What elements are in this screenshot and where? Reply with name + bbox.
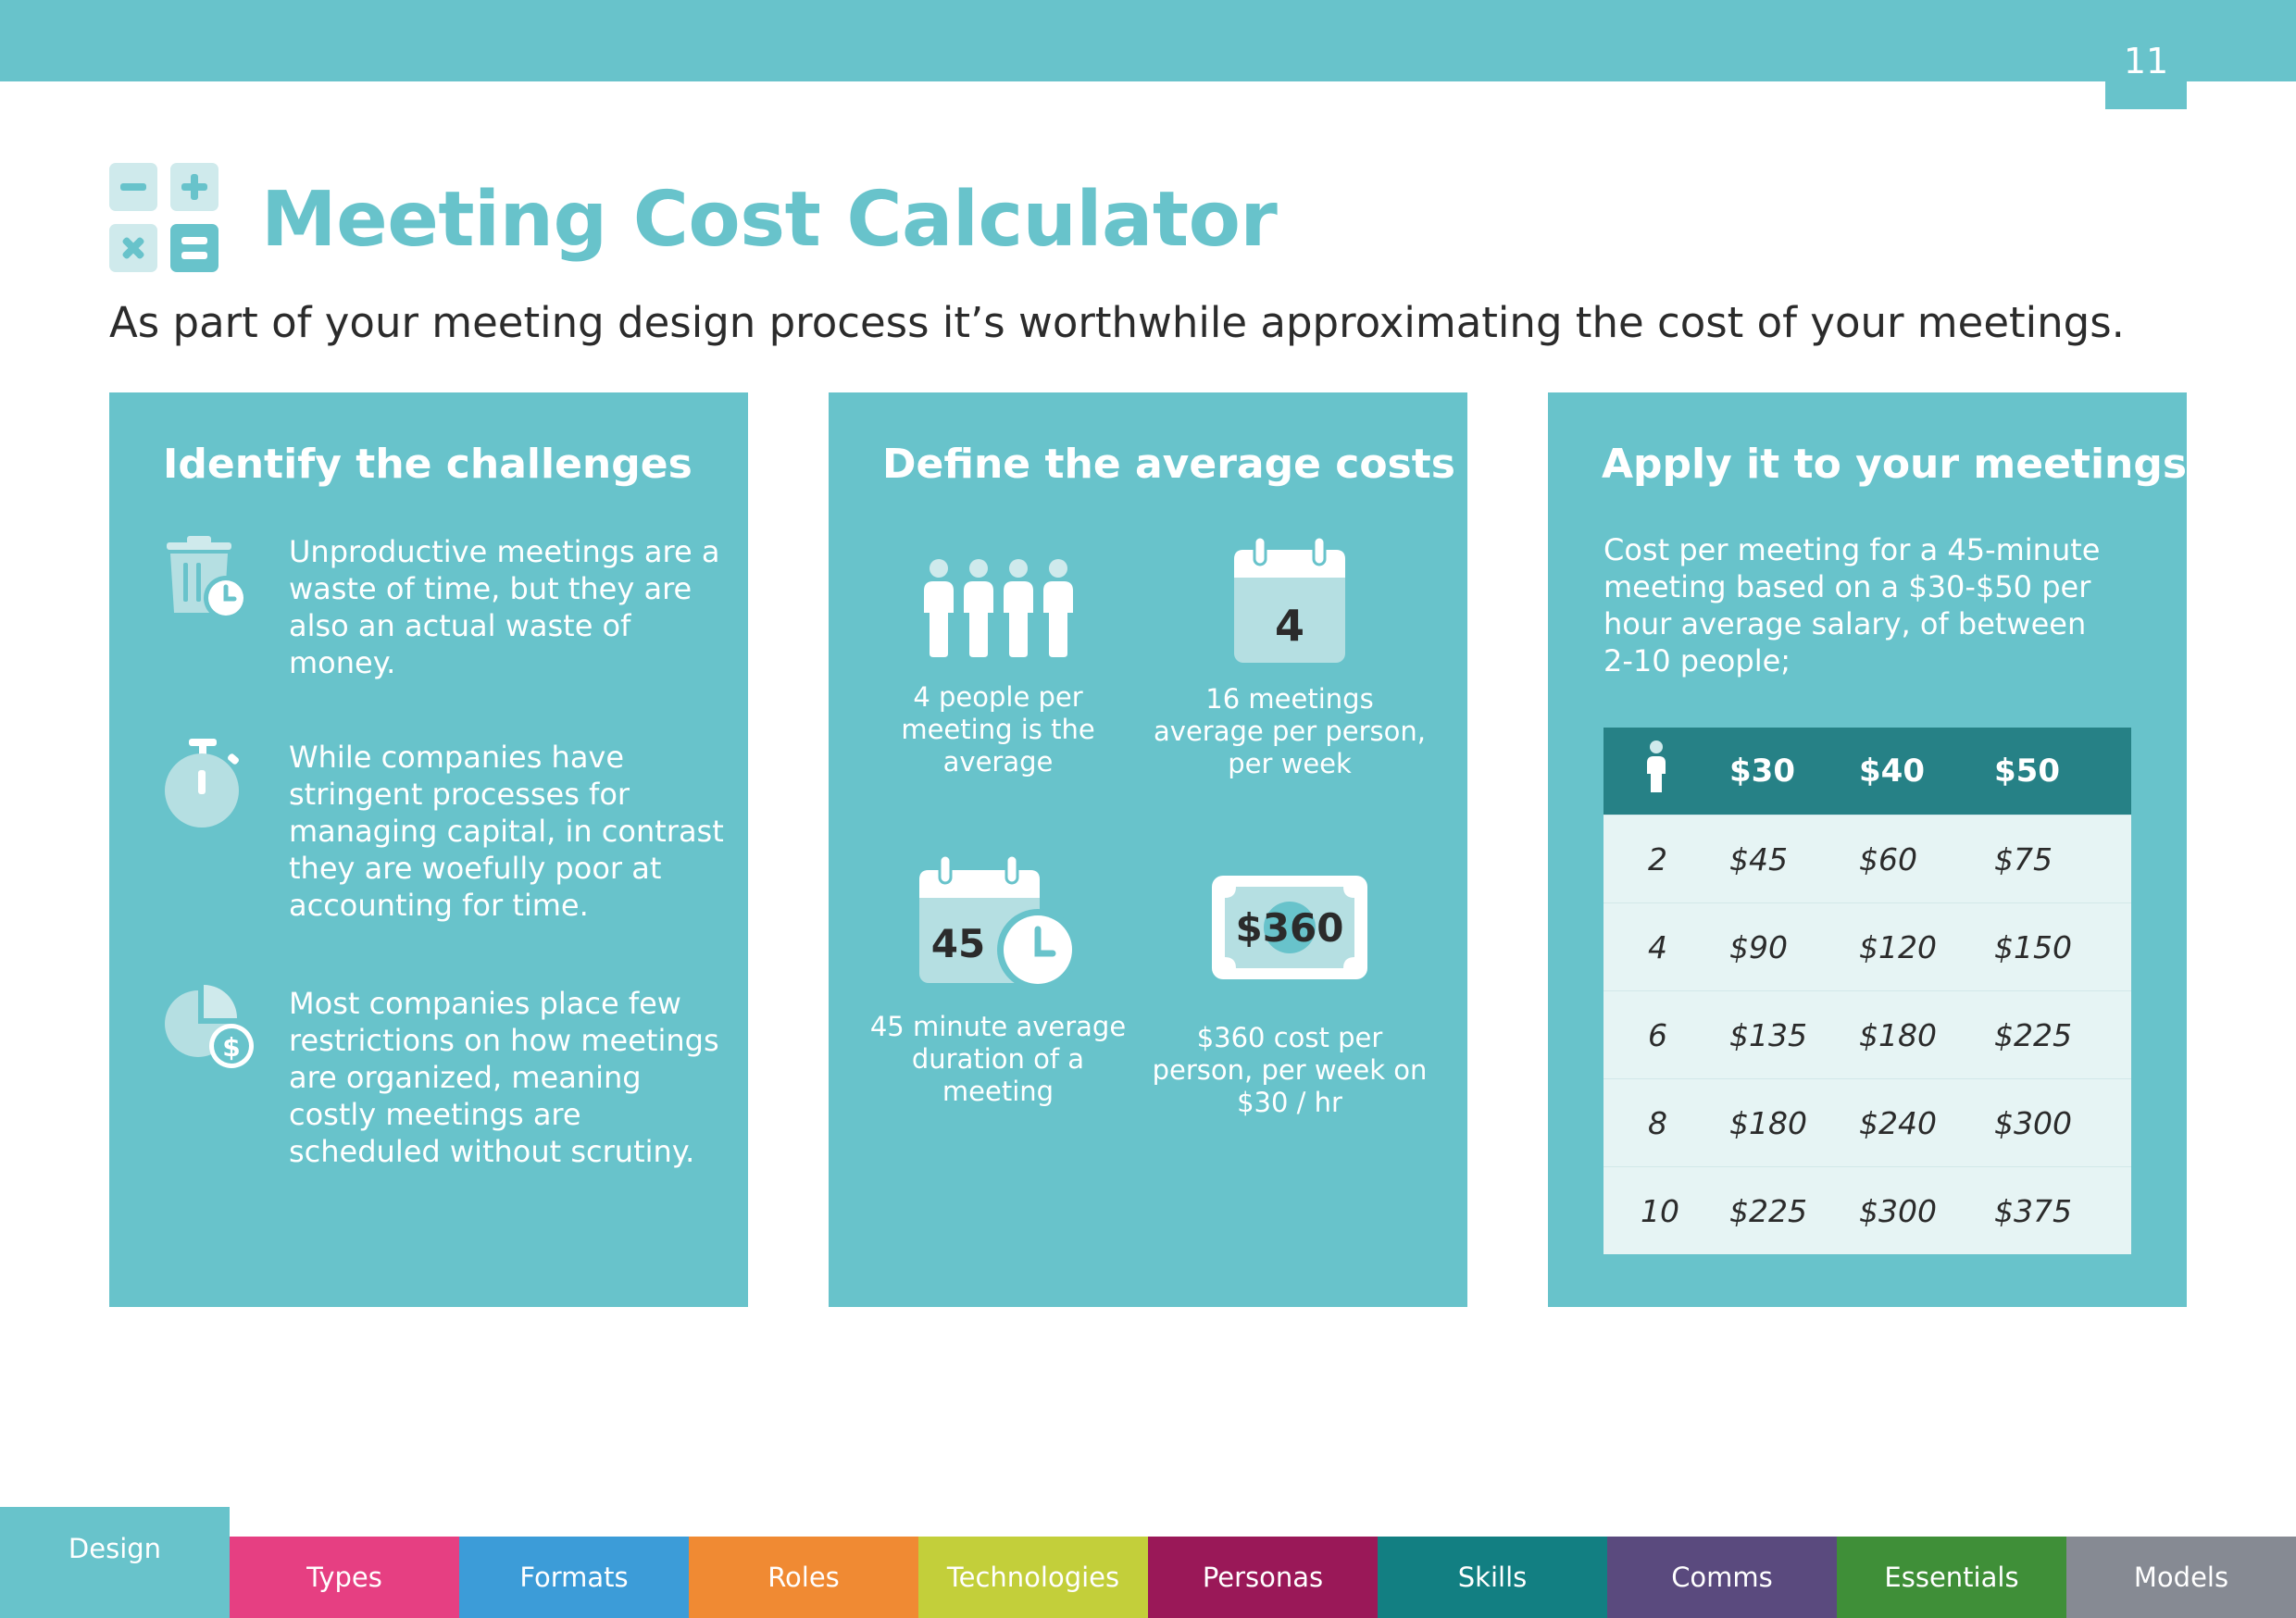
cost-cell: $75 (1994, 840, 2053, 877)
cost-cell: $300 (1994, 1104, 2072, 1141)
people-count: 10 (1641, 1192, 1679, 1229)
cost-cell: $120 (1859, 928, 1937, 965)
apply-panel (1548, 392, 2187, 1307)
stat-cost (1151, 876, 1429, 1119)
stat-caption: 45 minute average duration of a meeting (869, 1011, 1127, 1107)
nav-tab-models[interactable]: Models (2066, 1537, 2296, 1618)
table-row (1603, 815, 2131, 902)
people-count: 6 (1648, 1016, 1667, 1053)
cost-cell: $150 (1994, 928, 2072, 965)
person-icon (1646, 741, 1666, 794)
calendar-value: 45 (930, 921, 986, 966)
nav-tab-formats[interactable]: Formats (459, 1537, 689, 1618)
stat-people (859, 559, 1137, 778)
banknote-value: $360 (1235, 905, 1344, 951)
nav-tab-essentials[interactable]: Essentials (1837, 1537, 2066, 1618)
challenge-text: Most companies place few restrictions on how meetings are organized, meaning costly meetings are scheduled without scrutiny. (289, 986, 719, 1169)
header-40: $40 (1859, 753, 1925, 790)
top-bar (0, 0, 2296, 81)
trash-clock-icon (163, 533, 256, 626)
page-title: Meeting Cost Calculator (261, 176, 1278, 264)
challenge-text: While companies have stringent processes for managing capital, in contrast they are woefully poor at accounting for time. (289, 740, 724, 923)
header-30: $30 (1729, 753, 1795, 790)
page-subtitle: As part of your meeting design process it’s worthwhile approximating the cost of your meetings. (109, 298, 2125, 347)
stat-caption: 16 meetings average per person, per week (1154, 683, 1426, 779)
nav-tab-roles[interactable]: Roles (689, 1537, 918, 1618)
stat-duration (859, 852, 1137, 1108)
stopwatch-icon (163, 739, 256, 831)
panel-title: Identify the challenges (163, 441, 693, 488)
cost-cell: $45 (1729, 840, 1788, 877)
cost-table (1603, 728, 2131, 1254)
calendar-clock-icon (919, 852, 1077, 990)
table-row (1603, 1078, 2131, 1166)
nav-tab-personas[interactable]: Personas (1148, 1537, 1378, 1618)
header-50: $50 (1994, 753, 2060, 790)
cost-cell: $135 (1729, 1016, 1807, 1053)
stat-caption: $360 cost per person, per week on $30 / hr (1152, 1022, 1428, 1118)
nav-tab-skills[interactable]: Skills (1378, 1537, 1607, 1618)
nav-tab-comms[interactable]: Comms (1607, 1537, 1837, 1618)
cost-cell: $225 (1729, 1192, 1807, 1229)
people-count: 2 (1648, 840, 1667, 877)
challenge-text: Unproductive meetings are a waste of time, but they are also an actual waste of money. (289, 534, 720, 680)
cost-cell: $240 (1859, 1104, 1937, 1141)
people-count: 4 (1648, 928, 1667, 965)
section-nav (0, 1507, 2296, 1618)
cost-cell: $180 (1859, 1016, 1937, 1053)
calculator-icon (109, 163, 220, 274)
people-icon (919, 559, 1077, 661)
challenges-panel (109, 392, 748, 1307)
svg-text:$: $ (222, 1032, 241, 1063)
people-count: 8 (1648, 1104, 1667, 1141)
apply-description: Cost per meeting for a 45-minute meeting based on a $30-$50 per hour average salary, of between 2-10 people; (1603, 532, 2101, 678)
stat-meetings (1151, 537, 1429, 780)
cost-cell: $300 (1859, 1192, 1937, 1229)
nav-tab-design[interactable]: Design (0, 1507, 230, 1618)
panel-title: Define the average costs (882, 441, 1455, 488)
table-row (1603, 990, 2131, 1078)
table-row (1603, 902, 2131, 990)
cost-cell: $225 (1994, 1016, 2072, 1053)
calendar-value: 4 (1274, 601, 1305, 651)
table-header (1603, 728, 2131, 815)
page-number: 11 (2105, 0, 2187, 109)
banknote-icon (1212, 876, 1367, 979)
cost-cell: $180 (1729, 1104, 1807, 1141)
table-row (1603, 1166, 2131, 1254)
panel-title: Apply it to your meetings (1602, 441, 2188, 488)
nav-tab-types[interactable]: Types (230, 1537, 459, 1618)
cost-cell: $90 (1729, 928, 1788, 965)
cost-cell: $60 (1859, 840, 1917, 877)
pie-dollar-icon (163, 985, 256, 1077)
calendar-icon (1234, 537, 1345, 663)
cost-cell: $375 (1994, 1192, 2072, 1229)
averages-panel (829, 392, 1467, 1307)
nav-tab-technologies[interactable]: Technologies (918, 1537, 1148, 1618)
stat-caption: 4 people per meeting is the average (901, 681, 1095, 778)
